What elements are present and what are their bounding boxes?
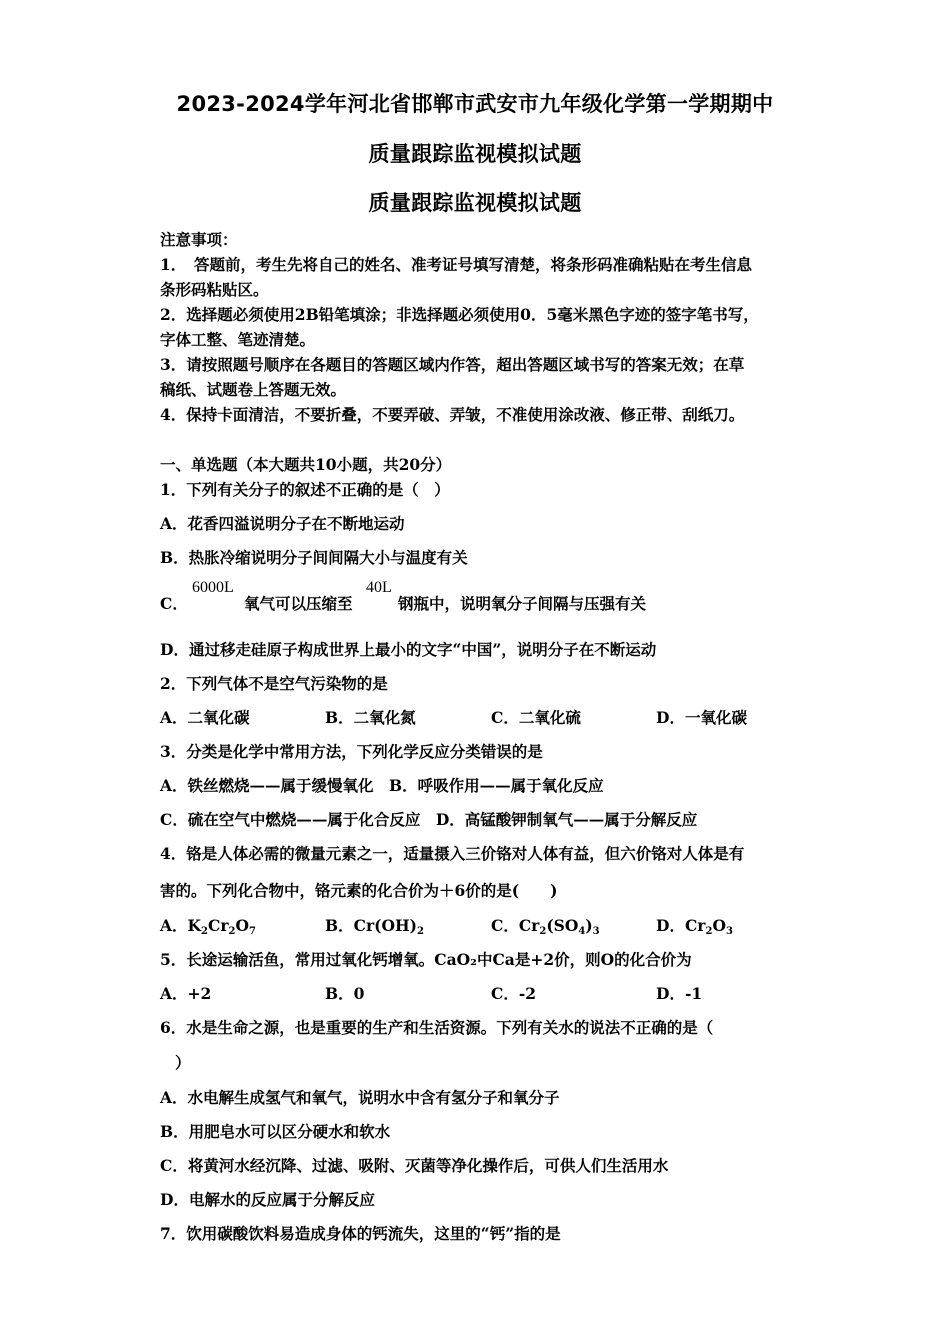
q4-option-b-label: B． (325, 916, 354, 935)
q4-option-a-k-sub: 2 (201, 926, 208, 937)
section-1-heading: 一、单选题（本大题共10小题，共20分） (160, 455, 452, 474)
q4-option-d (656, 914, 733, 937)
q4-option-a-label: A． (160, 916, 188, 935)
q2-option-d: D．一氧化碳 (656, 708, 747, 727)
q1-option-a: A．花香四溢说明分子在不断地运动 (160, 514, 405, 533)
notice-item-4: 4．保持卡面清洁，不要折叠，不要弄破、弄皱，不准使用涂改液、修正带、刮纸刀。 (160, 405, 745, 424)
q2-option-a: A．二氧化碳 (160, 708, 250, 727)
q4-option-a (160, 914, 256, 937)
notice-item-1-cont: 条形码粘贴区。 (160, 280, 269, 299)
notice-heading: 注意事项： (160, 230, 238, 249)
q2-option-b: B．二氧化氮 (325, 708, 416, 727)
q5-option-a: A．+2 (160, 984, 212, 1003)
notice-item-2: 2．选择题必须使用2B铅笔填涂；非选择题必须使用0．5毫米黑色字迹的签字笔书写， (160, 305, 759, 324)
q3-stem: 3．分类是化学中常用方法，下列化学反应分类错误的是 (160, 742, 543, 761)
q1-option-d: D．通过移走硅原子构成世界上最小的文字“中国”，说明分子在不断运动 (160, 640, 657, 659)
q1-option-b: B．热胀冷缩说明分子间间隔大小与温度有关 (160, 548, 468, 567)
notice-item-3: 3．请按照题号顺序在各题目的答题区域内作答，超出答题区域书写的答案无效；在草 (160, 355, 745, 374)
q2-stem: 2．下列气体不是空气污染物的是 (160, 674, 388, 693)
q4-option-a-k: K (187, 916, 202, 935)
q4-option-d-label: D． (656, 916, 685, 935)
q4-option-b-formula: Cr(OH) (353, 916, 417, 935)
exam-title-line-1: 2023-2024学年河北省邯郸市武安市九年级化学第一学期期中 (176, 92, 774, 116)
q5-stem: 5．长途运输活鱼，常用过氧化钙增氧。CaO₂中Ca是+2价，则O的化合价为 (160, 950, 692, 969)
q5-option-c: C．-2 (491, 984, 537, 1003)
q4-option-c (491, 914, 600, 937)
q1-option-c-prefix: C． (160, 594, 188, 613)
q5-option-b: B．0 (325, 984, 365, 1003)
notice-item-2-cont: 字体工整、笔迹清楚。 (160, 330, 316, 349)
q1-option-c-volume-1: 6000L (192, 579, 234, 596)
q4-option-a-cr: Cr (207, 916, 229, 935)
q7-stem: 7．饮用碳酸饮料易造成身体的钙流失，这里的“钙”指的是 (160, 1224, 561, 1243)
q2-option-c: C．二氧化硫 (491, 708, 581, 727)
q4-option-b-sub: 2 (416, 926, 424, 937)
q4-option-c-close-sub: 3 (592, 926, 600, 937)
q4-stem-1: 4．铬是人体必需的微量元素之一，适量摄入三价铬对人体有益，但六价铬对人体是有 (160, 844, 745, 863)
exam-title-line-2: 质量跟踪监视模拟试题 (368, 142, 582, 166)
q5-option-d: D．-1 (656, 984, 703, 1003)
q4-option-b (325, 914, 424, 937)
q4-option-c-label: C． (491, 916, 519, 935)
q4-option-c-so4: (SO (546, 916, 579, 935)
notice-item-1: 1． 答题前，考生先将自己的姓名、准考证号填写清楚，将条形码准确粘贴在考生信息 (160, 255, 753, 274)
q4-option-d-o: O (712, 916, 726, 935)
q4-option-c-cr-sub: 2 (539, 926, 547, 937)
notice-item-3-cont: 稿纸、试题卷上答题无效。 (160, 380, 347, 399)
q1-stem: 1．下列有关分子的叙述不正确的是（ ） (160, 480, 450, 499)
q4-option-d-o-sub: 3 (725, 926, 733, 937)
q4-option-a-o-sub: 7 (248, 926, 256, 937)
q1-option-c-volume-2: 40L (366, 579, 392, 596)
q1-option-c-suffix: 钢瓶中，说明氧分子间隔与压强有关 (398, 594, 647, 613)
q4-option-d-cr-sub: 2 (705, 926, 713, 937)
q6-option-d: D．电解水的反应属于分解反应 (160, 1190, 375, 1209)
q4-option-a-cr-sub: 2 (228, 926, 236, 937)
exam-title-line-3: 质量跟踪监视模拟试题 (368, 191, 582, 215)
q4-stem-2: 害的。下列化合物中，铬元素的化合价为＋6价的是( ) (160, 881, 558, 900)
q4-option-c-close: ) (585, 916, 593, 935)
q6-option-b: B．用肥皂水可以区分硬水和软水 (160, 1122, 391, 1141)
q6-option-c: C．将黄河水经沉降、过滤、吸附、灭菌等净化操作后，可供人们生活用水 (160, 1156, 669, 1175)
q3-options-cd: C．硫在空气中燃烧——属于化合反应 D．高锰酸钾制氧气——属于分解反应 (160, 810, 698, 829)
q4-option-c-so4-sub: 4 (578, 926, 586, 937)
q1-option-c-middle: 氧气可以压缩至 (244, 594, 353, 613)
q6-stem-1: 6．水是生命之源，也是重要的生产和生活资源。下列有关水的说法不正确的是（ (160, 1018, 714, 1037)
q3-options-ab: A．铁丝燃烧——属于缓慢氧化 B．呼吸作用——属于氧化反应 (160, 776, 604, 795)
q4-option-a-o: O (235, 916, 249, 935)
q6-stem-2: ） (175, 1053, 191, 1072)
q4-option-c-cr: Cr (518, 916, 540, 935)
q6-option-a: A．水电解生成氢气和氧气，说明水中含有氢分子和氧分子 (160, 1088, 560, 1107)
q4-option-d-cr: Cr (684, 916, 706, 935)
